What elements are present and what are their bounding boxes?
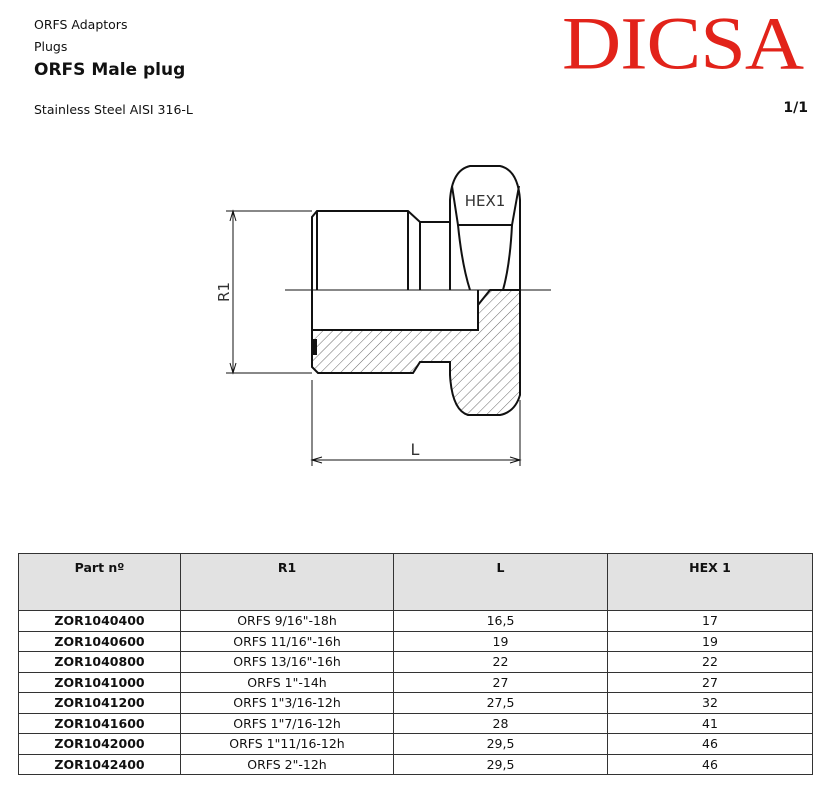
table-row xyxy=(19,734,813,755)
r1-cell: ORFS 13/16"-16h xyxy=(181,652,394,673)
l-cell: 19 xyxy=(394,631,608,652)
hex1-cell: 27 xyxy=(608,672,813,693)
table-row xyxy=(19,693,813,714)
hex-label: HEX1 xyxy=(464,192,506,210)
l-cell: 29,5 xyxy=(394,734,608,755)
hex1-cell: 32 xyxy=(608,693,813,714)
header-hex1: HEX 1 xyxy=(608,554,813,611)
part-number-cell: ZOR1042000 xyxy=(19,734,181,755)
part-number-cell: ZOR1040800 xyxy=(19,652,181,673)
header-l: L xyxy=(394,554,608,611)
table-row xyxy=(19,652,813,673)
r1-cell: ORFS 1"3/16-12h xyxy=(181,693,394,714)
hex1-cell: 46 xyxy=(608,754,813,775)
table-row xyxy=(19,611,813,632)
header-r1: R1 xyxy=(181,554,394,611)
r1-cell: ORFS 1"7/16-12h xyxy=(181,713,394,734)
l-label: L xyxy=(410,440,420,459)
header-part-number: Part nº xyxy=(19,554,181,611)
l-cell: 27,5 xyxy=(394,693,608,714)
hex1-cell: 17 xyxy=(608,611,813,632)
hex1-cell: 46 xyxy=(608,734,813,755)
parts-table xyxy=(18,553,813,775)
table-row xyxy=(19,631,813,652)
r1-cell: ORFS 1"-14h xyxy=(181,672,394,693)
l-cell: 16,5 xyxy=(394,611,608,632)
part-number-cell: ZOR1041000 xyxy=(19,672,181,693)
r1-cell: ORFS 1"11/16-12h xyxy=(181,734,394,755)
part-number-cell: ZOR1041200 xyxy=(19,693,181,714)
table-row xyxy=(19,754,813,775)
hex1-cell: 22 xyxy=(608,652,813,673)
material-label: Stainless Steel AISI 316-L xyxy=(34,102,193,117)
l-cell: 27 xyxy=(394,672,608,693)
part-number-cell: ZOR1042400 xyxy=(19,754,181,775)
table-row xyxy=(19,672,813,693)
page-number: 1/1 xyxy=(783,100,808,116)
l-cell: 22 xyxy=(394,652,608,673)
hex1-cell: 41 xyxy=(608,713,813,734)
category-label: ORFS Adaptors xyxy=(34,17,128,32)
l-cell: 28 xyxy=(394,713,608,734)
r1-label: R1 xyxy=(215,282,233,302)
page-title: ORFS Male plug xyxy=(34,60,186,80)
r1-cell: ORFS 9/16"-18h xyxy=(181,611,394,632)
part-number-cell: ZOR1041600 xyxy=(19,713,181,734)
part-number-cell: ZOR1040600 xyxy=(19,631,181,652)
part-number-cell: ZOR1040400 xyxy=(19,611,181,632)
table-row xyxy=(19,713,813,734)
r1-cell: ORFS 2"-12h xyxy=(181,754,394,775)
subcategory-label: Plugs xyxy=(34,39,68,54)
l-cell: 29,5 xyxy=(394,754,608,775)
hex1-cell: 19 xyxy=(608,631,813,652)
r1-cell: ORFS 11/16"-16h xyxy=(181,631,394,652)
dicsa-logo: DICSA xyxy=(562,1,804,86)
table-header-row xyxy=(19,554,813,611)
